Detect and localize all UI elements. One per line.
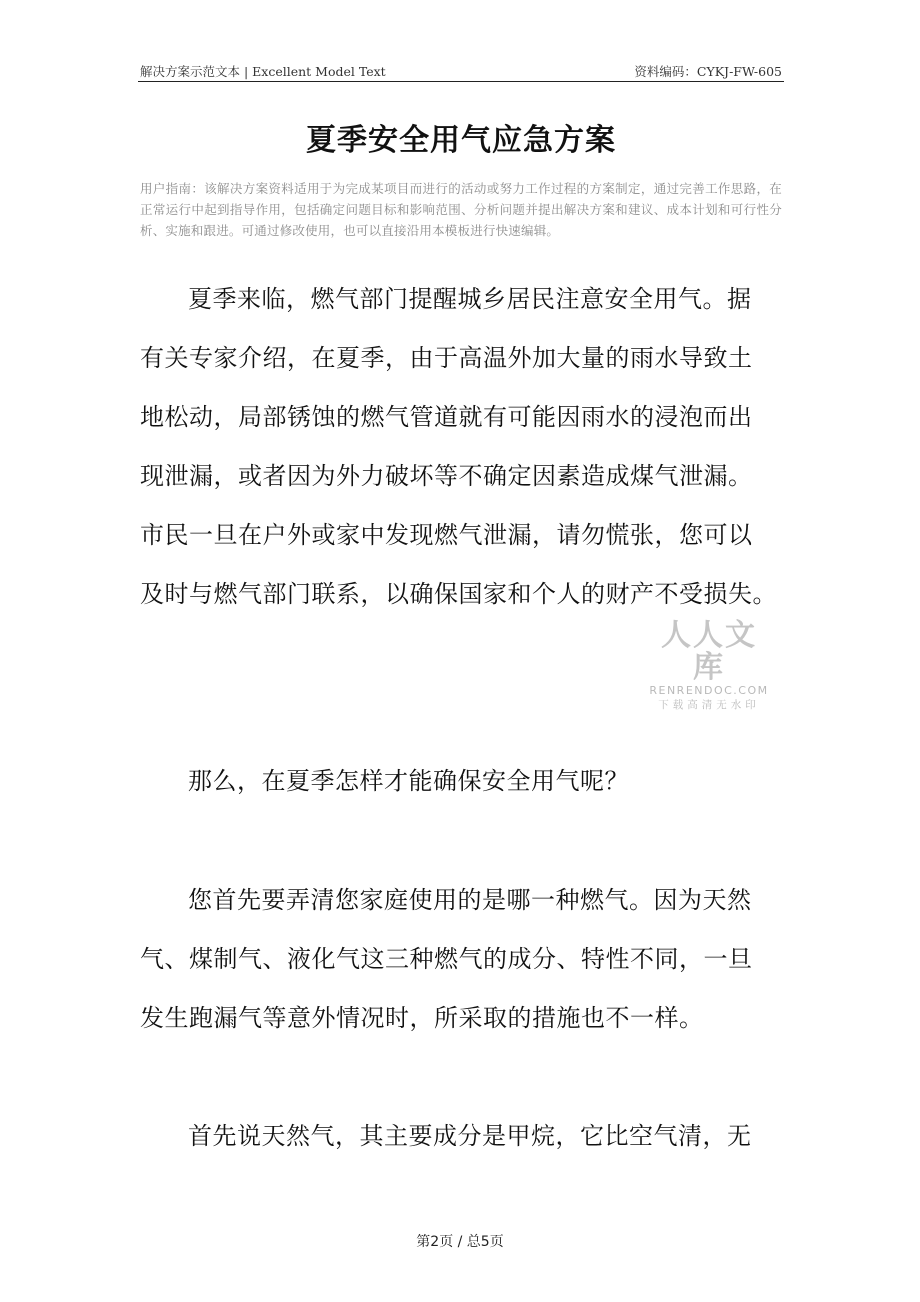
paragraph-line: 那么，在夏季怎样才能确保安全用气呢？ — [188, 767, 629, 795]
paragraph-line: 市民一旦在户外或家中发现燃气泄漏，请勿慌张，您可以 — [140, 521, 753, 549]
watermark-domain: RENRENDOC.COM — [649, 684, 769, 697]
page-number: 第2页 / 总5页 — [416, 1234, 504, 1250]
watermark-tagline: 下载高清无水印 — [658, 699, 760, 711]
paragraph-line: 有关专家介绍，在夏季，由于高温外加大量的雨水导致土 — [140, 344, 753, 372]
paragraph-4 — [140, 1107, 780, 1166]
paragraph-line: 首先说天然气，其主要成分是甲烷，它比空气清，无 — [188, 1122, 752, 1150]
header-divider — [138, 81, 784, 82]
paragraph-line: 及时与燃气部门联系，以确保国家和个人的财产不受损失。 — [140, 580, 777, 608]
paragraph-line: 您首先要弄清您家庭使用的是哪一种燃气。因为天然 — [188, 886, 752, 914]
paragraph-1 — [140, 270, 780, 624]
page-header — [140, 62, 782, 80]
paragraph-2 — [140, 752, 780, 811]
paragraph-3 — [140, 871, 780, 1048]
document-code: 资料编码：CYKJ-FW-605 — [634, 64, 782, 79]
paragraph-line: 地松动，局部锈蚀的燃气管道就有可能因雨水的浸泡而出 — [140, 403, 753, 431]
paragraph-line: 夏季来临，燃气部门提醒城乡居民注意安全用气。据 — [188, 285, 752, 313]
watermark-logo — [646, 618, 772, 711]
paragraph-line: 气、煤制气、液化气这三种燃气的成分、特性不同，一旦 — [140, 945, 753, 973]
paragraph-line: 发生跑漏气等意外情况时，所采取的措施也不一样。 — [140, 1004, 704, 1032]
document-title: 夏季安全用气应急方案 — [306, 123, 616, 158]
header-left-text: 解决方案示范文本 | Excellent Model Text — [140, 64, 386, 79]
user-guide-text: 用户指南：该解决方案资料适用于为完成某项目而进行的活动或努力工作过程的方案制定，通过完善工作思路，在正常运行中起到指导作用，包括确定问题目标和影响范围、分析问题并提出解决方案和建议、成本计划和可行性分析、实施和跟进。可通过修改使用，也可以直接沿用本模板进行快速编辑。 — [140, 181, 782, 238]
watermark-brand: 人人文库 — [661, 618, 757, 685]
paragraph-line: 现泄漏，或者因为外力破坏等不确定因素造成煤气泄漏。 — [140, 462, 753, 490]
